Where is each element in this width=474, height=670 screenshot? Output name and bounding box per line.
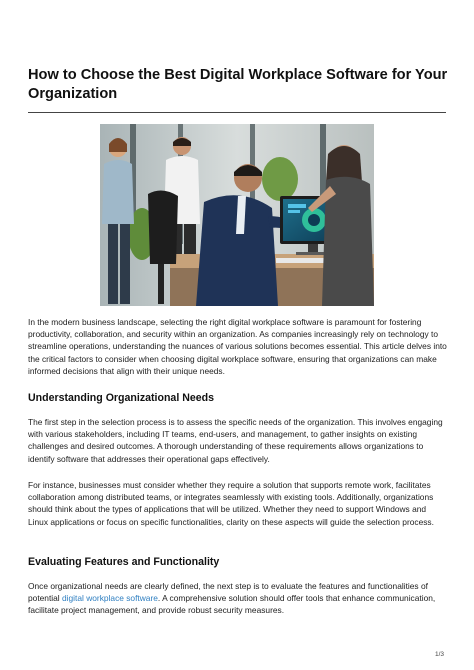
page-number: 1/3 <box>434 651 444 658</box>
features-paragraph-1 <box>28 580 448 617</box>
title-divider <box>28 112 446 113</box>
section-heading-needs: Understanding Organizational Needs <box>28 392 215 404</box>
section-heading-features: Evaluating Features and Functionality <box>28 556 220 568</box>
office-photo-illustration <box>100 124 374 306</box>
features-text-before: Once organizational needs are clearly defined, the next step is to evaluate the features and functionalities of potential <box>28 581 428 604</box>
needs-paragraph-2: For instance, businesses must consider whether they require a solution that supports remote work, facilitates collaboration among distributed teams, or integrates seamlessly with existing tools. Additionally, organizations should think about the types of applications that will be utilized. Whether they need to support Windows and Linux applications or focus on specific functionalities, clarity on these aspects will guide the selection process. <box>28 480 434 527</box>
features-text-after: . A comprehensive solution should offer tools that enhance communication, facilitate project management, and provide robust security measures. <box>28 593 436 616</box>
page-title: How to Choose the Best Digital Workplace Software for Your Organization <box>28 67 448 102</box>
hero-image <box>100 124 374 306</box>
needs-paragraph-1: The first step in the selection process is to assess the specific needs of the organization. This involves engaging with various stakeholders, including IT teams, end-users, and management, to gather insights on existing challenges and desired outcomes. A thorough understanding of these requirements allows organizations to identify software that addresses their operational gaps effectively. <box>28 417 443 464</box>
intro-paragraph: In the modern business landscape, selecting the right digital workplace software is paramount for fostering productivity, collaboration, and security within an organization. As companies increasingly rely on technology to streamline operations, understanding the nuances of various solutions becomes essential. This article delves into the critical factors to consider when choosing digital workplace software, ensuring that organizations can make informed decisions that align with their unique needs. <box>28 317 447 376</box>
digital-workplace-software-link[interactable]: digital workplace software <box>62 593 158 604</box>
